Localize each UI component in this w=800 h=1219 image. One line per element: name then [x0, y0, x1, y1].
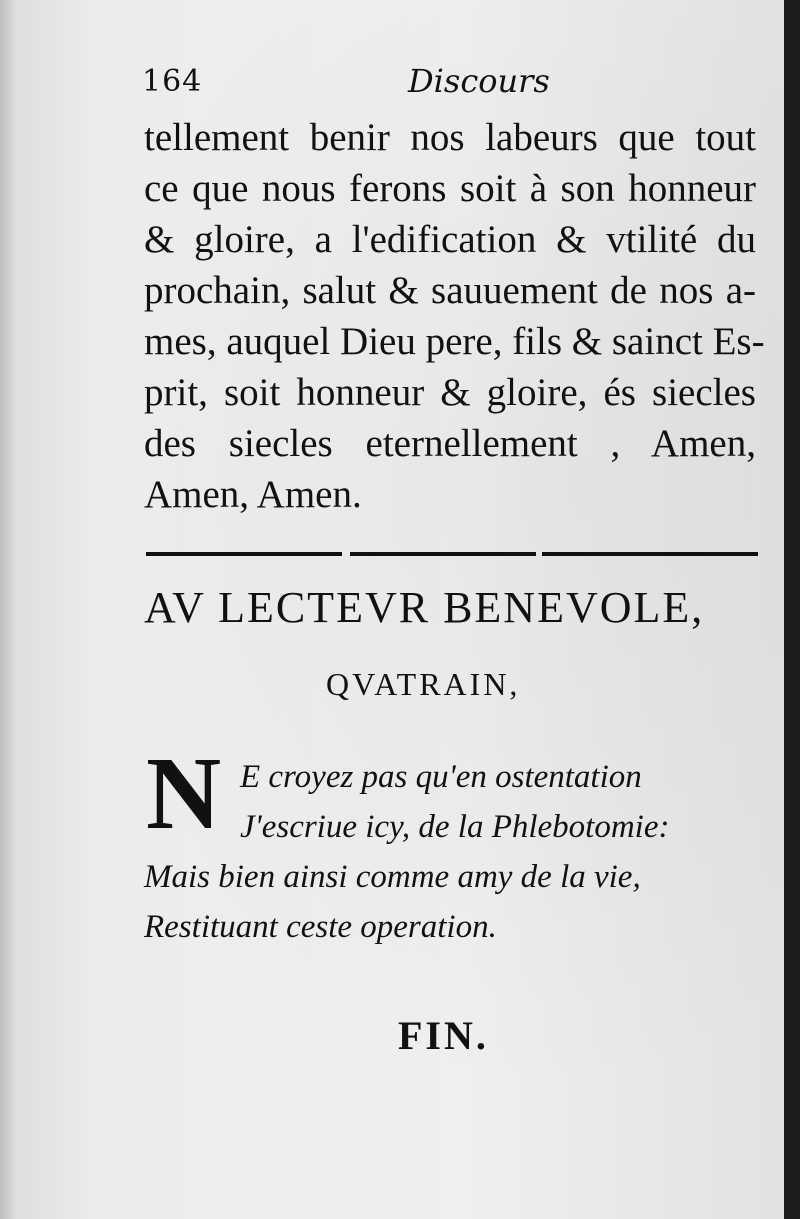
page-number: 164	[142, 64, 203, 99]
body-line: mes, auquel Dieu pere, fils & sainct Es-	[144, 320, 765, 363]
end-mark: FIN.	[398, 1013, 489, 1058]
body-line: des siecles eternellement , Amen,	[144, 422, 756, 465]
section-divider-rule	[542, 552, 758, 556]
quatrain-line: E croyez pas qu'en ostentation	[240, 759, 642, 795]
body-paragraph	[144, 112, 765, 520]
drop-capital: N	[146, 736, 222, 851]
section-subheading: QVATRAIN,	[326, 666, 521, 702]
page-gutter-shadow	[0, 0, 18, 1219]
running-header	[142, 64, 742, 104]
section-divider-rule	[350, 552, 536, 556]
quatrain-line: J'escriue icy, de la Phlebotomie:	[240, 809, 670, 845]
scan-border	[784, 0, 800, 1219]
body-line: & gloire, a l'edification & vtilité du	[144, 218, 756, 261]
body-line: prit, soit honneur & gloire, és siecles	[144, 371, 756, 414]
body-line: prochain, salut & sauuement de nos a-	[144, 269, 756, 312]
quatrain-line: Restituant ceste operation.	[144, 909, 497, 945]
section-divider-rule	[146, 552, 342, 556]
body-line: tellement benir nos labeurs que tout	[144, 116, 756, 159]
body-line: Amen, Amen.	[144, 473, 362, 516]
section-heading: AV LECTEVR BENEVOLE,	[144, 583, 705, 632]
quatrain	[144, 752, 669, 952]
quatrain-line: Mais bien ainsi comme amy de la vie,	[144, 859, 641, 895]
body-line: ce que nous ferons soit à son honneur	[144, 167, 756, 210]
running-title: Discours	[408, 62, 550, 100]
